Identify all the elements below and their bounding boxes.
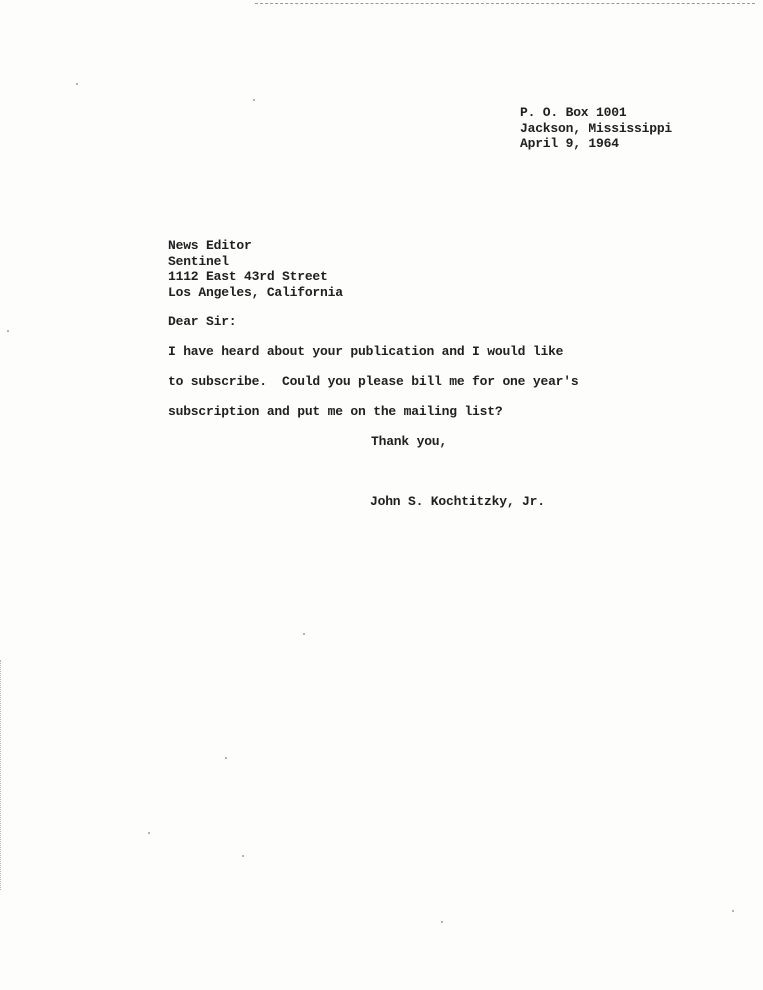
scan-speck bbox=[441, 921, 443, 923]
body-line-3: subscription and put me on the mailing list? bbox=[168, 404, 503, 419]
body-line-2: to subscribe. Could you please bill me for one year's bbox=[168, 374, 579, 389]
page-left-edge-marks bbox=[0, 660, 3, 890]
scan-speck bbox=[732, 910, 734, 912]
scan-speck bbox=[7, 330, 9, 332]
recipient-title: News Editor bbox=[168, 238, 252, 253]
scan-speck bbox=[148, 832, 150, 834]
recipient-street: 1112 East 43rd Street bbox=[168, 269, 328, 284]
closing: Thank you, bbox=[371, 434, 448, 449]
scan-speck bbox=[253, 99, 255, 101]
scan-speck bbox=[303, 633, 305, 635]
recipient-address bbox=[168, 238, 343, 300]
return-address bbox=[520, 105, 672, 152]
return-address-po-box: P. O. Box 1001 bbox=[520, 105, 627, 120]
recipient-organization: Sentinel bbox=[168, 253, 229, 269]
page-top-edge-marks bbox=[255, 3, 755, 4]
return-address-city: Jackson, Mississippi bbox=[520, 120, 673, 136]
scan-speck bbox=[242, 855, 244, 857]
signature-name: John S. Kochtitzky, Jr. bbox=[370, 494, 545, 509]
scan-speck bbox=[225, 757, 227, 759]
body-line-1: I have heard about your publication and I would like bbox=[168, 344, 564, 359]
recipient-city: Los Angeles, California bbox=[168, 284, 343, 300]
salutation: Dear Sir: bbox=[168, 314, 237, 329]
letter-date: April 9, 1964 bbox=[520, 136, 619, 151]
scan-speck bbox=[76, 83, 78, 85]
